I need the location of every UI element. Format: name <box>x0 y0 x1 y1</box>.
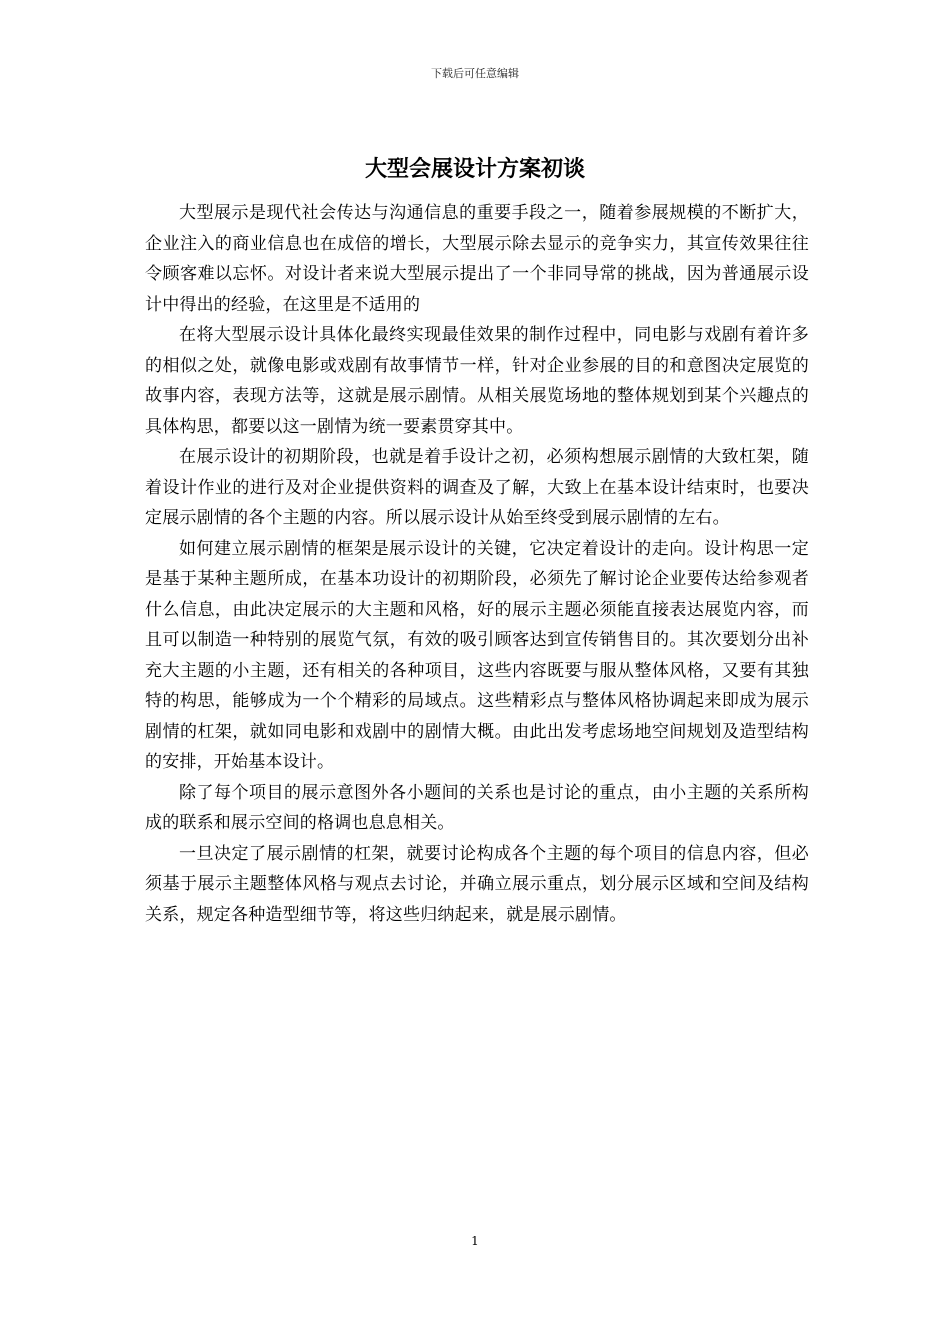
paragraph-1: 大型展示是现代社会传达与沟通信息的重要手段之一，随着参展规模的不断扩大，企业注入的商业信息也在成倍的增长，大型展示除去显示的竞争实力，其宣传效果往往令顾客难以忘怀。对设计者来说大型展示提出了一个非同导常的挑战，因为普通展示设计中得出的经验，在这里是不适用的 <box>145 203 809 315</box>
page-number: 1 <box>471 1234 479 1248</box>
paragraph-2: 在将大型展示设计具体化最终实现最佳效果的制作过程中，同电影与戏剧有着许多的相似之处，就像电影或戏剧有故事情节一样，针对企业参展的目的和意图决定展览的故事内容，表现方法等，这就是展示剧情。从相关展览场地的整体规划到某个兴趣点的具体构思，都要以这一剧情为统一要素贯穿其中。 <box>145 325 809 437</box>
document-body <box>145 198 809 930</box>
document-title: 大型会展设计方案初谈 <box>364 157 585 182</box>
paragraph-5: 除了每个项目的展示意图外各小题间的关系也是讨论的重点，由小主题的关系所构成的联系和展示空间的格调也息息相关。 <box>145 782 809 833</box>
header-note: 下载后可任意编辑 <box>431 67 519 80</box>
paragraph-6: 一旦决定了展示剧情的杠架，就要讨论构成各个主题的每个项目的信息内容，但必须基于展示主题整体风格与观点去讨论，并确立展示重点，划分展示区域和空间及结构关系，规定各种造型细节等，将这些归纳起来，就是展示剧情。 <box>145 843 809 925</box>
paragraph-4: 如何建立展示剧情的框架是展示设计的关键，它决定着设计的走向。设计构思一定是基于某种主题所成，在基本功设计的初期阶段，必须先了解讨论企业要传达给参观者什么信息，由此决定展示的大主题和风格，好的展示主题必须能直接表达展览内容，而且可以制造一种特别的展览气氛，有效的吸引顾客达到宣传销售目的。其次要划分出补充大主题的小主题，还有相关的各种项目，这些内容既要与服从整体风格，又要有其独特的构思，能够成为一个个精彩的局域点。这些精彩点与整体风格协调起来即成为展示剧情的杠架，就如同电影和戏剧中的剧情大概。由此出发考虑场地空间规划及造型结构的安排，开始基本设计。 <box>145 538 809 772</box>
paragraph-3: 在展示设计的初期阶段，也就是着手设计之初，必须构想展示剧情的大致杠架，随着设计作业的进行及对企业提供资料的调查及了解，大致上在基本设计结束时，也要决定展示剧情的各个主题的内容。所以展示设计从始至终受到展示剧情的左右。 <box>145 447 809 528</box>
